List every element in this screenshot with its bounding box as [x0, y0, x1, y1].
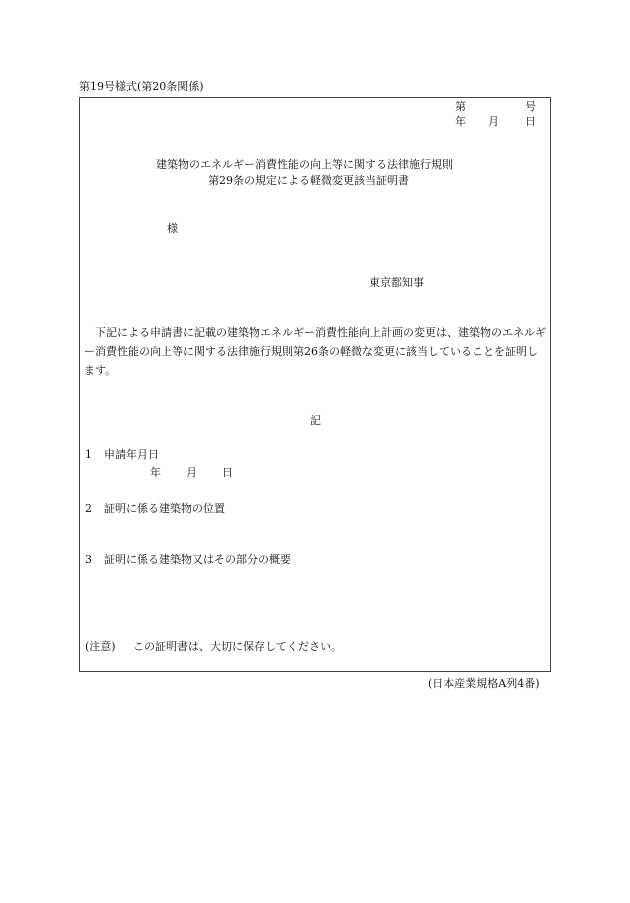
note-label: (注意) — [85, 640, 116, 653]
note-text: この証明書は、大切に保存してください。 — [133, 640, 342, 653]
ki-heading: 記 — [310, 414, 321, 427]
item-2-label: 証明に係る建築物の位置 — [104, 502, 225, 515]
item-1-month: 月 — [186, 466, 197, 479]
issue-date-day: 日 — [525, 115, 536, 128]
item-1-day: 日 — [222, 466, 233, 479]
form-number: 第19号様式(第20条関係) — [79, 80, 204, 93]
title-line-2: 第29条の規定による軽微変更該当証明書 — [208, 174, 409, 187]
item-1-label: 申請年月日 — [104, 448, 159, 461]
item-1-number: 1 — [85, 448, 92, 461]
issue-date-month: 月 — [488, 115, 499, 128]
issue-date-year: 年 — [455, 115, 466, 128]
item-3-number: 3 — [85, 553, 92, 566]
item-1-year: 年 — [150, 466, 161, 479]
title-line-1: 建築物のエネルギー消費性能の向上等に関する法律施行規則 — [156, 158, 453, 171]
paper-size-note: (日本産業規格A列4番) — [428, 677, 540, 690]
item-2-number: 2 — [85, 502, 92, 515]
addressee-honorific: 様 — [167, 222, 178, 235]
item-3-label: 証明に係る建築物又はその部分の概要 — [104, 553, 291, 566]
number-suffix: 号 — [525, 100, 536, 113]
issuer-name: 東京都知事 — [369, 276, 424, 289]
certification-statement: 下記による申請書に記載の建築物エネルギー消費性能向上計画の変更は、建築物のエネルギー消費性能の向上等に関する法律施行規則第26条の軽微な変更に該当していることを証明します。 — [84, 326, 546, 377]
number-prefix: 第 — [455, 100, 466, 113]
